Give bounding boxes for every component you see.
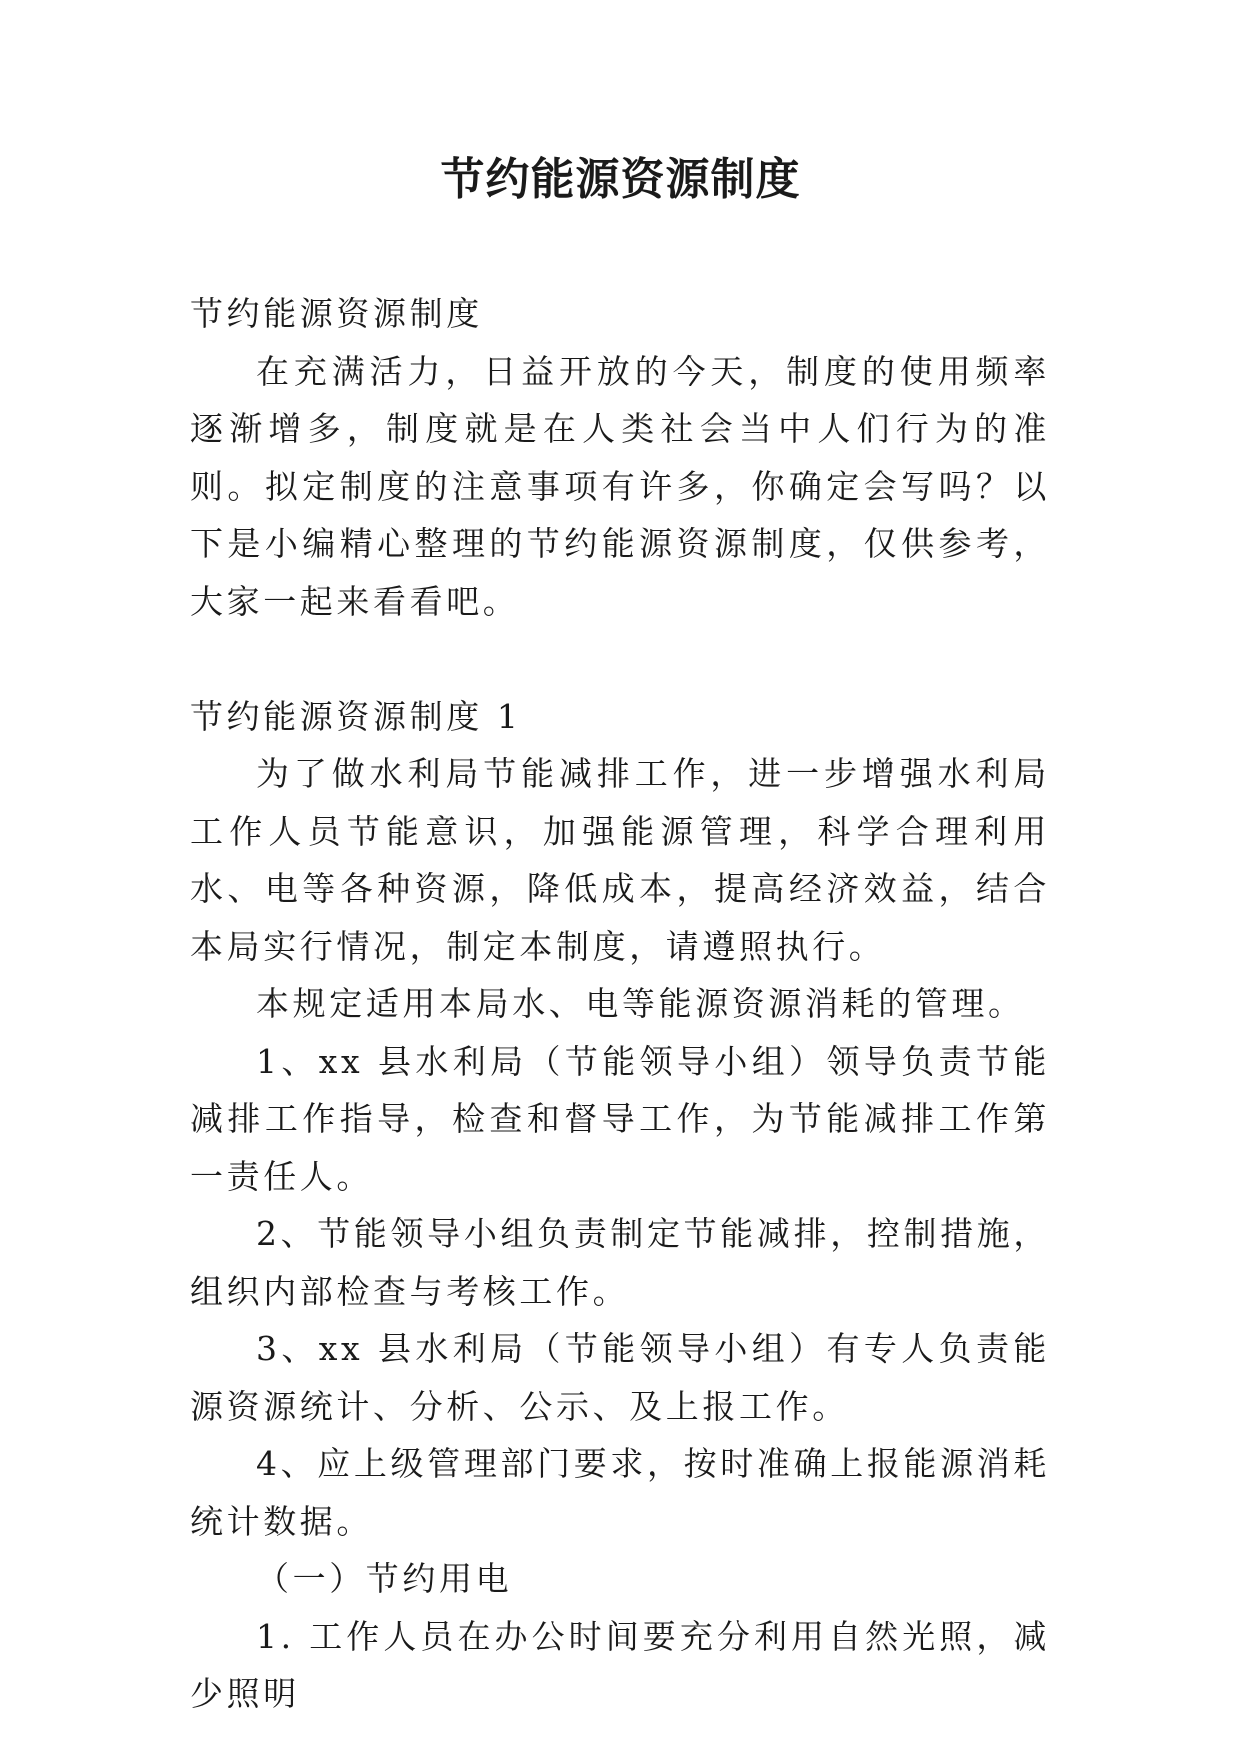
list-item: 1、xx 县水利局（节能领导小组）领导负责节能减排工作指导，检查和督导工作，为节能减排工作第一责任人。	[190, 1041, 1050, 1196]
section-gap	[190, 630, 1050, 688]
section-heading: 节约能源资源制度 1	[190, 696, 522, 736]
document-title: 节约能源资源制度	[440, 154, 801, 205]
subsection-heading: （一）节约用电	[256, 1559, 513, 1598]
intro-paragraph: 在充满活力，日益开放的今天，制度的使用频率逐渐增多，制度就是在人类社会当中人们行为的准则。拟定制度的注意事项有许多，你确定会写吗？以下是小编精心整理的节约能源资源制度，仅供参考，大家一起来看看吧。	[190, 351, 1050, 621]
list-item: 1. 工作人员在办公时间要充分利用自然光照，减少照明	[190, 1616, 1050, 1713]
body-paragraph: 本规定适用本局水、电等能源资源消耗的管理。	[256, 984, 1025, 1023]
intro-heading: 节约能源资源制度	[190, 294, 483, 333]
list-item: 2、节能领导小组负责制定节能减排，控制措施，组织内部检查与考核工作。	[190, 1214, 1050, 1311]
body-paragraph: 为了做水利局节能减排工作，进一步增强水利局工作人员节能意识，加强能源管理，科学合理利用水、电等各种资源，降低成本，提高经济效益，结合本局实行情况，制定本制度，请遵照执行。	[190, 754, 1050, 966]
document-body	[190, 285, 1050, 1723]
list-item: 3、xx 县水利局（节能领导小组）有专人负责能源资源统计、分析、公示、及上报工作。	[190, 1329, 1050, 1426]
list-item: 4、应上级管理部门要求，按时准确上报能源消耗统计数据。	[190, 1444, 1050, 1541]
